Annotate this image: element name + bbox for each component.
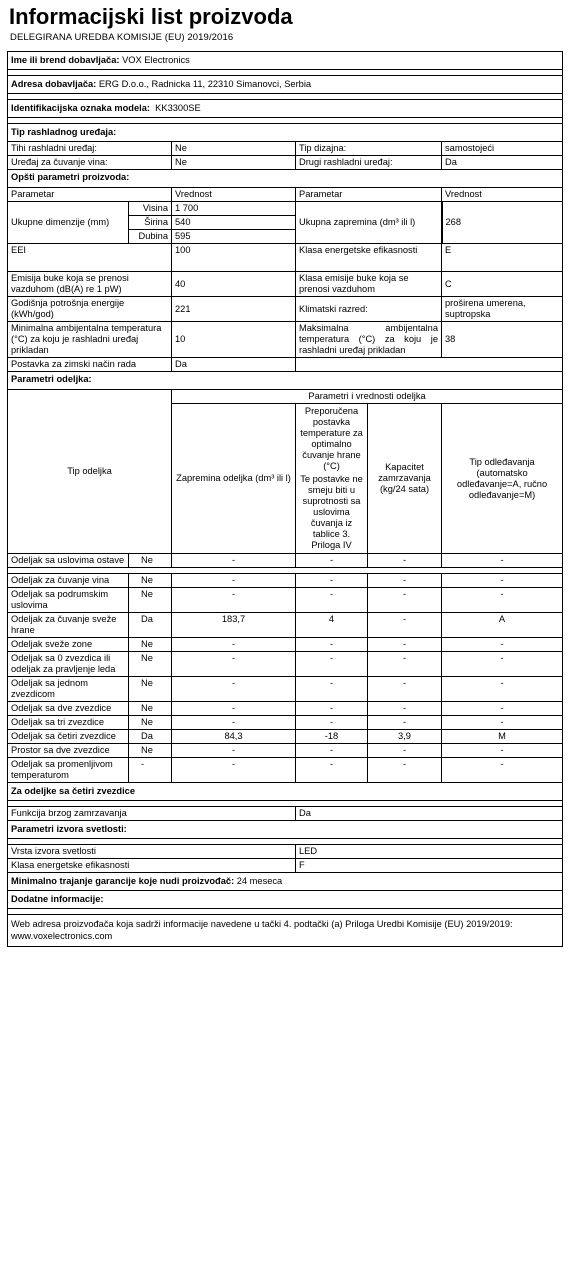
compartment-row bbox=[8, 652, 563, 677]
compartment-temperature: -18 bbox=[296, 730, 368, 744]
light-type-value: LED bbox=[296, 845, 563, 859]
compartment-present: Ne bbox=[129, 554, 172, 568]
compartment-freezing-capacity: - bbox=[368, 744, 442, 758]
header-compartment-type: Tip odeljka bbox=[8, 390, 172, 554]
warranty-value: 24 meseca bbox=[234, 876, 283, 886]
type-section-title: Tip rashladnog uređaja: bbox=[8, 124, 563, 142]
type-value: Ne bbox=[172, 156, 296, 170]
param-label: EEI bbox=[8, 244, 172, 272]
header-temperature-note: Te postavke ne smeju biti u suprotnosti sa uslovima čuvanja iz tablice 3. Priloga IV bbox=[300, 474, 363, 550]
model-label: Identifikacijska oznaka modela: bbox=[11, 103, 150, 113]
compartment-present: Ne bbox=[129, 574, 172, 588]
regulation-subtitle: DELEGIRANA UREDBA KOMISIJE (EU) 2019/2016 bbox=[10, 32, 234, 43]
compartment-name: Odeljak sa četiri zvezdice bbox=[8, 730, 129, 744]
compartment-freezing-capacity: - bbox=[368, 574, 442, 588]
compartment-name: Odeljak za čuvanje sveže hrane bbox=[8, 613, 129, 638]
general-row bbox=[8, 244, 563, 272]
winter-value: Da bbox=[172, 358, 296, 372]
compartment-volume: - bbox=[172, 588, 296, 613]
additional-text: Web adresa proizvođača koja sadrži informacije navedene u tački 4. podtački (a) Priloga Uredbi Komisije (EU) 2019/2019: www.voxelectronics.com bbox=[8, 915, 563, 947]
general-row bbox=[8, 297, 563, 322]
compartment-temperature: - bbox=[296, 574, 368, 588]
compartment-volume: - bbox=[172, 716, 296, 730]
winter-label: Postavka za zimski način rada bbox=[8, 358, 172, 372]
light-class-label: Klasa energetske efikasnosti bbox=[8, 859, 296, 873]
warranty-label: Minimalno trajanje garancije koje nudi proizvođač: bbox=[11, 876, 235, 886]
compartment-freezing-capacity: - bbox=[368, 554, 442, 568]
compartment-present: Ne bbox=[129, 744, 172, 758]
header-value: Vrednost bbox=[442, 188, 563, 202]
compartments-section-title: Parametri odeljka: bbox=[8, 372, 563, 390]
compartment-temperature: 4 bbox=[296, 613, 368, 638]
compartment-present: Da bbox=[129, 730, 172, 744]
param-label: Godišnja potrošnja energije (kWh/god) bbox=[8, 297, 172, 322]
compartment-name: Odeljak sa uslovima ostave bbox=[8, 554, 129, 568]
compartment-volume: 84,3 bbox=[172, 730, 296, 744]
additional-text-row bbox=[8, 915, 563, 947]
brand-row bbox=[8, 52, 563, 70]
compartment-name: Odeljak sa tri zvezdice bbox=[8, 716, 129, 730]
type-value: samostojeći bbox=[442, 142, 563, 156]
header-freezing-capacity: Kapacitet zamrzavanja (kg/24 sata) bbox=[368, 404, 442, 554]
compartment-name: Prostor sa dve zvezdice bbox=[8, 744, 129, 758]
compartment-name: Odeljak sa promenljivom temperaturom bbox=[8, 758, 129, 783]
warranty-row bbox=[8, 873, 563, 891]
param-value: 10 bbox=[172, 322, 296, 358]
compartments-group-header bbox=[8, 390, 563, 404]
compartment-name: Odeljak sa jednom zvezdicom bbox=[8, 677, 129, 702]
compartment-name: Odeljak sa dve zvezdice bbox=[8, 702, 129, 716]
additional-section-row bbox=[8, 891, 563, 909]
compartment-volume: - bbox=[172, 758, 296, 783]
param-value: E bbox=[442, 244, 563, 272]
compartment-defrost-type: - bbox=[442, 677, 563, 702]
param-label: Klasa energetske efikasnosti bbox=[296, 244, 442, 272]
compartment-freezing-capacity: - bbox=[368, 652, 442, 677]
compartment-temperature: - bbox=[296, 702, 368, 716]
winter-row bbox=[8, 358, 563, 372]
compartment-volume: - bbox=[172, 652, 296, 677]
type-value: Ne bbox=[172, 142, 296, 156]
model-value: KK3300SE bbox=[155, 103, 201, 113]
param-label: Emisija buke koja se prenosi vazduhom (dB(A) re 1 pW) bbox=[8, 272, 172, 297]
type-label: Uređaj za čuvanje vina: bbox=[8, 156, 172, 170]
compartment-freezing-capacity: - bbox=[368, 677, 442, 702]
compartment-row bbox=[8, 574, 563, 588]
light-type-label: Vrsta izvora svetlosti bbox=[8, 845, 296, 859]
dims-row-height bbox=[8, 202, 563, 216]
light-section-title: Parametri izvora svetlosti: bbox=[8, 821, 563, 839]
address-label: Adresa dobavljača: bbox=[11, 79, 97, 89]
param-value: 100 bbox=[172, 244, 296, 272]
compartment-freezing-capacity: - bbox=[368, 758, 442, 783]
param-label: Klimatski razred: bbox=[296, 297, 442, 322]
compartment-temperature: - bbox=[296, 652, 368, 677]
light-section-row bbox=[8, 821, 563, 839]
depth-value: 595 bbox=[172, 230, 296, 244]
product-information-sheet bbox=[7, 4, 562, 947]
compartment-row bbox=[8, 744, 563, 758]
height-label: Visina bbox=[129, 202, 172, 216]
param-value: C bbox=[442, 272, 563, 297]
compartment-temperature: - bbox=[296, 554, 368, 568]
param-value: proširena umerena, suptropska bbox=[442, 297, 563, 322]
compartment-row bbox=[8, 716, 563, 730]
type-label: Tihi rashladni uređaj: bbox=[8, 142, 172, 156]
compartment-volume: - bbox=[172, 702, 296, 716]
header-parameter: Parametar bbox=[8, 188, 172, 202]
compartment-defrost-type: - bbox=[442, 588, 563, 613]
compartment-freezing-capacity: 3,9 bbox=[368, 730, 442, 744]
param-label: Klasa emisije buke koja se prenosi vazduhom bbox=[296, 272, 442, 297]
general-row bbox=[8, 272, 563, 297]
four-star-section-title: Za odeljke sa četiri zvezdice bbox=[8, 783, 563, 801]
address-row bbox=[8, 76, 563, 94]
type-row-1 bbox=[8, 156, 563, 170]
type-value: Da bbox=[442, 156, 563, 170]
compartment-name: Odeljak sa podrumskim uslovima bbox=[8, 588, 129, 613]
header-temperature bbox=[296, 404, 368, 554]
compartment-defrost-type: - bbox=[442, 554, 563, 568]
compartment-temperature: - bbox=[296, 758, 368, 783]
compartment-row bbox=[8, 677, 563, 702]
compartment-row bbox=[8, 554, 563, 568]
compartment-present: Ne bbox=[129, 677, 172, 702]
type-section-row bbox=[8, 124, 563, 142]
compartment-name: Odeljak sa 0 zvezdica ili odeljak za pravljenje leda bbox=[8, 652, 129, 677]
compartment-defrost-type: - bbox=[442, 574, 563, 588]
header-value: Vrednost bbox=[172, 188, 296, 202]
compartment-defrost-type: - bbox=[442, 702, 563, 716]
type-label: Tip dizajna: bbox=[296, 142, 442, 156]
width-value: 540 bbox=[172, 216, 296, 230]
compartment-row bbox=[8, 758, 563, 783]
compartment-temperature: - bbox=[296, 716, 368, 730]
compartment-volume: - bbox=[172, 638, 296, 652]
model-row bbox=[8, 100, 563, 118]
light-class-value: F bbox=[296, 859, 563, 873]
type-label: Drugi rashladni uređaj: bbox=[296, 156, 442, 170]
type-row-0 bbox=[8, 142, 563, 156]
fast-freeze-row bbox=[8, 807, 563, 821]
compartment-temperature: - bbox=[296, 638, 368, 652]
param-value: 221 bbox=[172, 297, 296, 322]
compartment-volume: - bbox=[172, 677, 296, 702]
compartment-name: Odeljak sveže zone bbox=[8, 638, 129, 652]
compartment-freezing-capacity: - bbox=[368, 702, 442, 716]
address-value: ERG D.o.o., Radnicka 11, 22310 Simanovci, Serbia bbox=[96, 79, 312, 89]
light-class-row bbox=[8, 859, 563, 873]
fast-freeze-label: Funkcija brzog zamrzavanja bbox=[8, 807, 296, 821]
compartment-freezing-capacity: - bbox=[368, 588, 442, 613]
total-volume-value: 268 bbox=[442, 202, 563, 244]
compartment-present: Ne bbox=[129, 702, 172, 716]
compartment-volume: - bbox=[172, 554, 296, 568]
brand-value: VOX Electronics bbox=[119, 55, 190, 65]
compartment-row bbox=[8, 730, 563, 744]
compartment-temperature: - bbox=[296, 677, 368, 702]
compartment-freezing-capacity: - bbox=[368, 638, 442, 652]
dimensions-label: Ukupne dimenzije (mm) bbox=[8, 202, 129, 244]
compartment-present: Ne bbox=[129, 716, 172, 730]
general-header-row bbox=[8, 188, 563, 202]
brand-label: Ime ili brend dobavljača: bbox=[11, 55, 120, 65]
compartment-temperature: - bbox=[296, 744, 368, 758]
compartment-present: Ne bbox=[129, 588, 172, 613]
info-table bbox=[7, 51, 563, 947]
general-section-row bbox=[8, 170, 563, 188]
compartment-volume: 183,7 bbox=[172, 613, 296, 638]
header-parameter: Parametar bbox=[296, 188, 442, 202]
param-label: Minimalna ambijentalna temperatura (°C) za koju je rashladni uređaj prikladan bbox=[8, 322, 172, 358]
compartment-defrost-type: A bbox=[442, 613, 563, 638]
compartment-defrost-type: - bbox=[442, 744, 563, 758]
param-value: 40 bbox=[172, 272, 296, 297]
light-type-row bbox=[8, 845, 563, 859]
header-compartment-group: Parametri i vrednosti odeljka bbox=[172, 390, 563, 404]
header-temperature-main: Preporučena postavka temperature za optimalno čuvanje hrane (°C) bbox=[300, 406, 363, 471]
additional-section-title: Dodatne informacije: bbox=[8, 891, 563, 909]
compartment-row bbox=[8, 638, 563, 652]
param-value: 38 bbox=[442, 322, 563, 358]
compartment-row bbox=[8, 588, 563, 613]
compartment-row bbox=[8, 613, 563, 638]
width-label: Širina bbox=[129, 216, 172, 230]
compartment-defrost-type: M bbox=[442, 730, 563, 744]
general-row bbox=[8, 322, 563, 358]
general-section-title: Opšti parametri proizvoda: bbox=[8, 170, 563, 188]
fast-freeze-value: Da bbox=[296, 807, 563, 821]
compartment-freezing-capacity: - bbox=[368, 613, 442, 638]
compartment-present: Ne bbox=[129, 638, 172, 652]
total-volume-label: Ukupna zapremina (dm³ ili l) bbox=[296, 202, 442, 244]
depth-label: Dubina bbox=[129, 230, 172, 244]
compartment-freezing-capacity: - bbox=[368, 716, 442, 730]
page-title: Informacijski list proizvoda bbox=[9, 4, 293, 29]
compartment-volume: - bbox=[172, 574, 296, 588]
param-label: Maksimalna ambijentalna temperatura (°C) za koju je rashladni uređaj prikladan bbox=[296, 322, 442, 358]
compartment-defrost-type: - bbox=[442, 638, 563, 652]
compartment-present: Da bbox=[129, 613, 172, 638]
compartments-section-row bbox=[8, 372, 563, 390]
four-star-section-row bbox=[8, 783, 563, 801]
compartment-present: Ne bbox=[129, 652, 172, 677]
compartment-defrost-type: - bbox=[442, 758, 563, 783]
compartment-defrost-type: - bbox=[442, 716, 563, 730]
compartment-defrost-type: - bbox=[442, 652, 563, 677]
compartment-volume: - bbox=[172, 744, 296, 758]
height-value: 1 700 bbox=[172, 202, 296, 216]
compartment-row bbox=[8, 702, 563, 716]
compartment-name: Odeljak za čuvanje vina bbox=[8, 574, 129, 588]
header-volume: Zapremina odeljka (dm³ ili l) bbox=[172, 404, 296, 554]
compartment-present: - bbox=[129, 758, 172, 783]
header-defrost-type: Tip odleđavanja (automatsko odleđavanje=A, ručno odleđavanje=M) bbox=[442, 404, 563, 554]
compartment-temperature: - bbox=[296, 588, 368, 613]
